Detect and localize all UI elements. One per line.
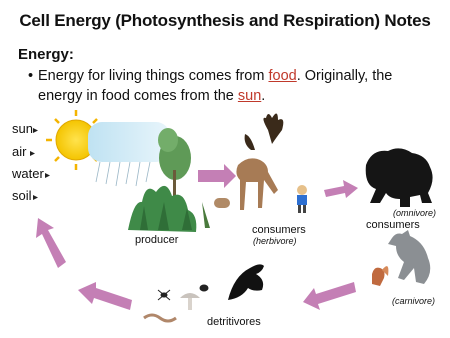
arrow-icon (33, 128, 38, 133)
mushroom-icon (180, 293, 200, 310)
arrow-carnivore-to-detritivores (303, 282, 356, 310)
arrow-icon (33, 195, 38, 200)
omnivore-sublabel: (omnivore) (393, 208, 437, 218)
omnivore-label: consumers (366, 219, 420, 231)
arrow-herbivore-to-omnivore (324, 180, 358, 198)
bullet-marker: • (28, 68, 34, 84)
bullet-text-part-1: Energy for living things comes from (38, 68, 269, 84)
arrow-icon (30, 151, 35, 156)
producer-label: producer (135, 234, 179, 246)
factor-sun: sun (12, 121, 33, 136)
bullet-text-part-3: . (261, 88, 266, 104)
arrow-soil-to-producer (36, 218, 66, 268)
bullet-text-part-2: . Originally, the energy in food comes from the (38, 68, 393, 104)
keyword-sun: sun (237, 88, 262, 104)
slide-title: Cell Energy (Photosynthesis and Respiration) Notes (19, 11, 431, 30)
arrow-detritivores-to-soil (78, 282, 132, 310)
deer-icon (214, 113, 283, 210)
detritivores-icon (144, 264, 264, 321)
arrow-producer-to-herbivore (198, 164, 236, 188)
herbivore-label: consumers (252, 224, 306, 236)
rabbit-icon (214, 198, 230, 208)
wolf-icon (388, 230, 430, 284)
rain-cloud-icon (88, 122, 170, 186)
keyword-food: food (268, 68, 297, 84)
detritivores-label: detritivores (207, 316, 261, 328)
arrow-icon (45, 173, 50, 178)
factor-air: air (12, 144, 27, 159)
carnivore-sublabel: (carnivore) (392, 296, 436, 306)
section-heading: Energy: (18, 46, 74, 63)
cycle-arrows (36, 164, 358, 310)
factor-water: water (12, 166, 44, 181)
squirrel-icon (372, 266, 388, 286)
mouse-character-icon (297, 185, 307, 213)
herbivore-sublabel: (herbivore) (253, 236, 297, 246)
factor-soil: soil (12, 188, 32, 203)
bear-icon (366, 148, 433, 207)
